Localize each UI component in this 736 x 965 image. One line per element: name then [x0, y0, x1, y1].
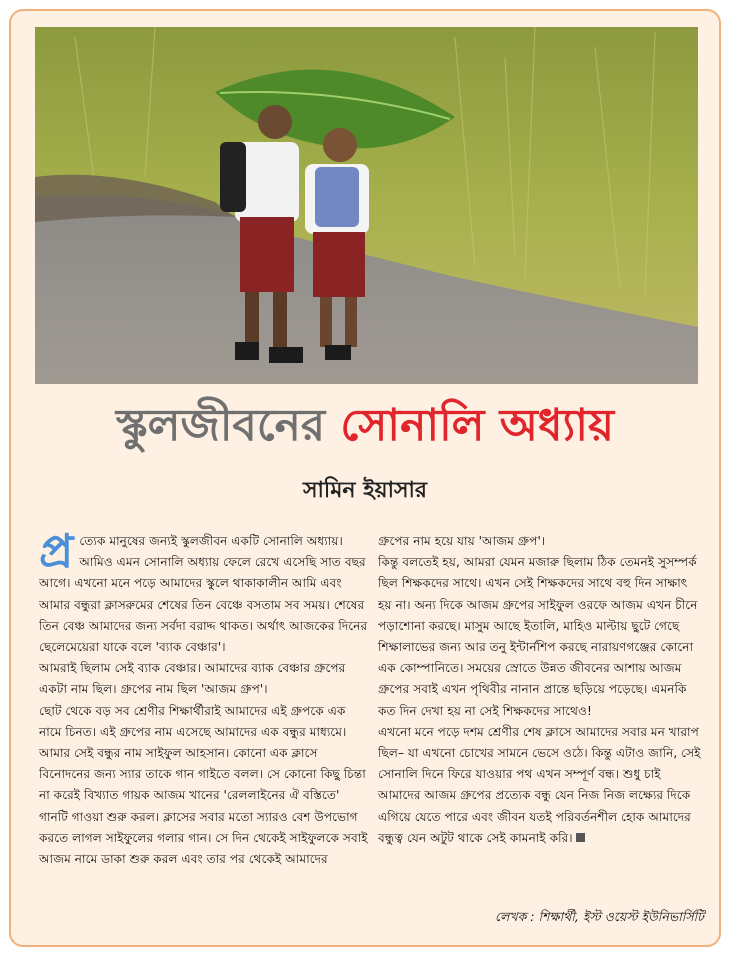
drop-cap: প্র: [39, 524, 74, 578]
paragraph-text: ত্যেক মানুষের জন্যই স্কুলজীবন একটি সোনালি অধ্যায়। আমিও এমন সোনালি অধ্যায় ফেলে রেখে এসেছি সাত বছর আগে। এখনো মনে পড়ে আমাদের স্কুলে থাকাকালীন আমি এবং আমার বন্ধুরা ক্লাসরুমের শেষের তিন বেঞ্চে বসতাম সব সময়। শেষের তিন বেঞ্চ আমাদের জন্য সর্বদা বরাদ্দ থাকত। অর্থাৎ আজকের দিনের ছেলেমেয়েরা যাকে বলে 'ব্যাক বেঞ্চার'।: [39, 534, 368, 655]
paragraph: ছোট থেকে বড় সব শ্রেণীর শিক্ষার্থীরাই আমাদের এই গ্রুপকে এক নামে চিনত। এই গ্রুপের নাম এসেছে আমাদের এক বন্ধুর মাধ্যমে। আমার সেই বন্ধুর নাম সাইফুল আহসান। কোনো এক ক্লাসে বিনোদনের জন্য স্যার তাকে গান গাইতে বলল। সে কোনো কিছু চিন্তা না করেই বিখ্যাত গায়ক আজম খানের 'রেললাইনের ঐ বস্তিতে' গানটি গাওয়া শুরু করল। ক্লাসের সবার মতো স্যারও বেশ উপভোগ করতে লাগল সাইফুলের গলার গান। সে দিন থেকেই সাইফুলকে সবাই আজম নামে ডাকা শুরু করল এবং তার পর থেকেই আমাদের: [39, 703, 368, 867]
byline: লেখক : শিক্ষার্থী, ইস্ট ওয়েস্ট ইউনিভার্সিটি: [494, 909, 704, 924]
paragraph: গ্রুপের নাম হয়ে যায় 'আজম গ্রুপ'।: [378, 534, 546, 548]
column-right: [378, 531, 704, 849]
paragraph-text: এখনো মনে পড়ে দশম শ্রেণীর শেষ ক্লাসে আমাদের সবার মন খারাপ ছিল– যা এখনো চোখের সামনে ভেসে ওঠে। কিন্তু এটাও জানি, সেই সোনালি দিনে ফিরে যাওয়ার পথ এখন সম্পূর্ণ বন্ধ। শুধু চাই আমাদের আজম গ্রুপের প্রত্যেক বন্ধু যেন নিজ নিজ লক্ষ্যের দিকে এগিয়ে যেতে পারে এবং জীবন যতই পরিবর্তনশীল হোক আমাদের বন্ধুত্ব যেন অটুট থাকে সেই কামনাই করি।: [378, 724, 701, 845]
paragraph: [39, 524, 369, 658]
column-left: [39, 524, 369, 870]
end-mark-icon: [576, 833, 585, 842]
title-part-red: সোনালি অধ্যায়: [340, 400, 614, 451]
paragraph: আমরাই ছিলাম সেই ব্যাক বেঞ্চার। আমাদের ব্যাক বেঞ্চার গ্রুপের একটা নাম ছিল। গ্রুপের নাম ছিল 'আজম গ্রুপ'।: [39, 661, 346, 697]
article-title: [11, 396, 719, 456]
paragraph: কিন্তু বলতেই হয়, আমরা যেমন মজারু ছিলাম ঠিক তেমনই সুসম্পর্ক ছিল শিক্ষকদের সাথে। এখন সেই শিক্ষকদের সাথে বহু দিন সাক্ষাৎ হয় না। অন্য দিকে আজম গ্রুপের সাইফুল ওরফে আজম এখন চীনে পড়াশোনা করছে। মাসুম আছে ইতালি, মাহিও মাল্টায় ছুটে গেছে শিক্ষালাভের জন্য আর তনু ইন্টার্নশিপ করছে নারায়ণগঞ্জের কোনো এক কোম্পানিতে। সময়ের স্রোতে উন্নত জীবনের আশায় আজম গ্রুপের সবাই এখন পৃথিবীর নানান প্রান্তে ছড়িয়ে পড়েছে। এমনকি কত দিন দেখা হয় না সেই শিক্ষকদের সাথেও!: [378, 555, 698, 718]
article-card: [9, 9, 721, 947]
author-name: সামিন ইয়াসার: [302, 478, 427, 503]
article-photo: [35, 27, 698, 384]
paragraph: [378, 722, 704, 849]
title-part-gray: স্কুলজীবনের: [115, 400, 326, 451]
